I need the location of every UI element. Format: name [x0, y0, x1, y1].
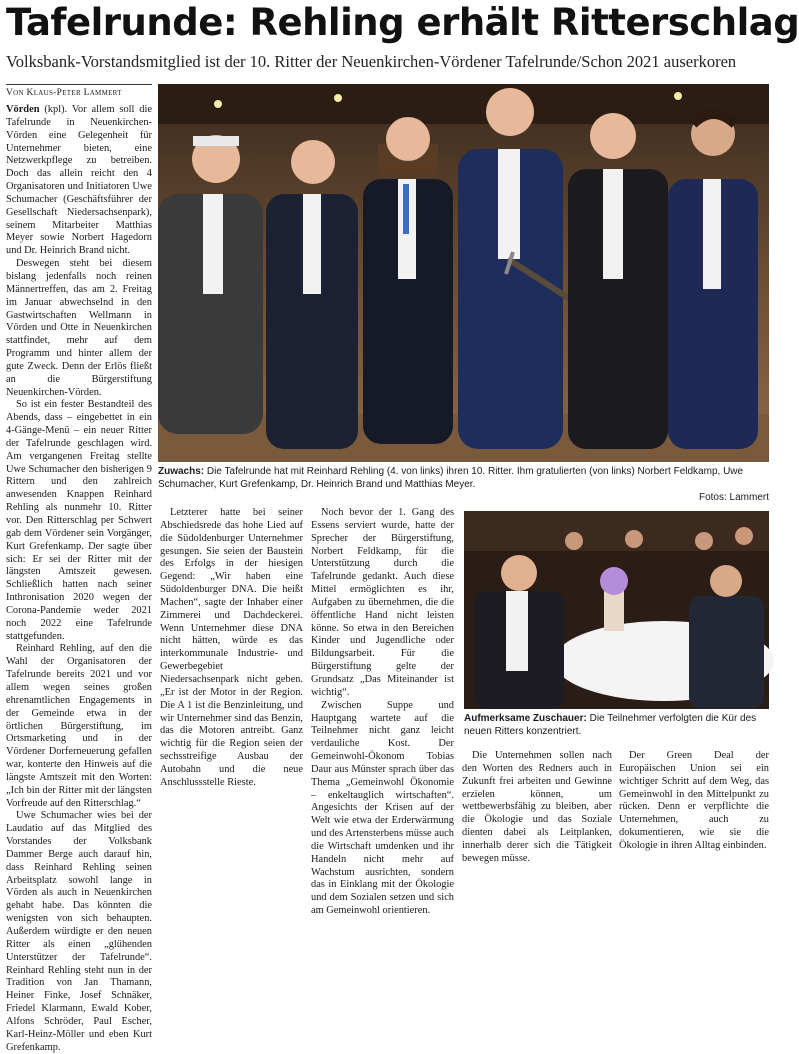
paragraph-8: Zwischen Suppe und Hauptgang wartete auf die Teilnehmer nicht ganz leicht verdauliche Kost. Der Gemeinwohl-Ökonom Tobias Daur aus Münster sprach über das Thema „Gemeinwohl Ökonomie – enkeltauglich wirtschaften“. Angesichts der Krisen auf der Welt wie etwa der Erderwärmung und des Artensterbens müsse auch die Wirtschaft umdenken und ihr Handeln nicht mehr auf Wachstum ausrichten, sondern das in Einklang mit der Ökologie und dem Sozialen setzen und sich am Gemeinwohl orientieren. [311, 699, 454, 917]
main-caption-text: Die Tafelrunde hat mit Reinhard Rehling (4. von links) ihren 10. Ritter. Ihm gratulierten (von links) Norbert Feldkamp, Uwe Schumacher, Kurt Grefenkamp, Dr. Heinrich Brand und Matthias Meyer. [158, 466, 744, 490]
article-column-1 [6, 104, 152, 1053]
main-photo-caption [158, 465, 769, 504]
paragraph-1: Vor allem soll die Tafelrunde in Neuenkirchen-Vörden eine Gelegenheit für Unternehmer bieten, eine Netzwerkpflege zu betreiben. Doch das allein reicht den 4 Organisatoren und Initiatoren Uwe Schumacher (Geschäftsführer der Gesellschaft Niedersachsenpark), seinem Mitarbeiter Matthias Meyer sowie Norbert Hagedorn und Dr. Heinrich Brand nicht. [6, 104, 152, 257]
article-column-3 [311, 507, 454, 917]
paragraph-4: Reinhard Rehling, auf den die Wahl der Organisatoren der Tafelrunde bereits 2021 und vor allem wegen seines großen ehrenamtlichen Engagements in der Gemeinde etwa in der örtlichen Bürgerstiftung, im Ortsmarketing und in der Vördener Dorferneuerung gefallen war, konterte den Hinweis auf die längste Amtszeit mit den Worten: „Ich bin der Ritter mit der längsten Vorfreude auf den Ritterschlag.“ [6, 643, 152, 809]
paragraph-6: Letzterer hatte bei seiner Abschiedsrede das hohe Lied auf die Südoldenburger Unternehmer gesungen. Sie seien der Baustein des Erfolgs in der hiesigen Gegend: „Wir haben eine Südoldenburger DNA. Die heißt Machen“, sagte der Inhaber einer Zimmerei und Dachdeckerei. Wenn Unternehmer diese DNA nicht hätten, würde es das interkommunale Industrie- und Gewerbegebiet Niedersachsenpark nicht geben. „Er ist der Motor in der Region. Die A 1 ist die Benzinleitung, und wir Unternehmer sind das Benzin, das die Motoren antreibt. Ganz wichtig für die Region seien der sechsstreifige Ausbau der Autobahn und die neue Anschlussstelle Rieste. [160, 507, 303, 788]
main-photo [158, 84, 769, 462]
dateline-tag: (kpl). [44, 104, 68, 115]
main-caption-lead: Zuwachs: [158, 466, 205, 477]
audience-illustration [464, 511, 769, 709]
paragraph-9: Die Unternehmen sollen nach den Worten des Redners auch in Zukunft frei arbeiten und Gewinne erzielen können, um wettbewerbsfähig zu bleiben, aber die Ökologie und das Soziale dienten dabei als Leitplanken, innerhalb derer sich die Tätigkeit bewegen müsse. [462, 750, 612, 864]
article-column-4 [462, 750, 612, 874]
paragraph-10: Der Green Deal der Europäischen Union sei ein wichtiger Schritt auf dem Weg, das Gemeinwohl in den Mittelpunkt zu rücken. Denn er verpflichte die Unternehmen, auch zu dokumentieren, wie sie die Ökologie in ihren Alltag einbinden. [619, 750, 769, 851]
article-subheadline: Volksbank-Vorstandsmitglied ist der 10. Ritter der Neuenkirchen-Vördener Tafelrunde/Schon 2021 auserkoren [6, 52, 737, 71]
audience-photo [464, 511, 769, 709]
audience-caption-lead: Aufmerksame Zuschauer: [464, 713, 587, 724]
article-byline: Von Klaus-Peter Lammert [6, 84, 152, 99]
dateline-place: Vörden [6, 104, 40, 115]
paragraph-7: Noch bevor der 1. Gang des Essens serviert wurde, hatte der Sprecher der Bürgerstiftung, Norbert Feldkamp, für die Unterstützung durch die Tafelrunde gedankt. Auch diese Mittel ermöglichten es ihr, Aufgaben zu übernehmen, die die öffentliche Hand nicht leisten könne. So etwa in den Bereichen Kinder und Jugendliche oder Bildungsarbeit. Für die Bürgerstiftung gelte der Grundsatz „Das Miteinander ist wichtig“. [311, 507, 454, 698]
group-photo-illustration [158, 84, 769, 462]
lead-paragraph [6, 104, 152, 258]
audience-photo-caption [464, 712, 769, 738]
paragraph-5: Uwe Schumacher wies bei der Laudatio auf das Mitglied des Vorstandes der Volksbank Dammer Berge auch darauf hin, dass Reinhard Rehling seinen Arbeitsplatz sowohl lange in Vörden als auch in Neuenkirchen gehabt habe. Das könnten die wenigsten von sich behaupten. Außerdem würdigte er den neuen Ritter als einen „glühenden Unterstützer der Tafelrunde“. Reinhard Rehling steht nun in der Tradition von Jan Thamann, Heiner Finke, Josef Schnäker, Friedel Klarmann, Ewald Kober, Alfons Schröder, Paul Escher, Karl-Heinz-Möller und eben Kurt Grefenkamp. [6, 810, 152, 1053]
paragraph-2: Deswegen steht bei diesem bislang jedenfalls noch reinen Männertreffen, das am 2. Freitag im Januar abwechselnd in den Gastwirtschaften Wellmann in Vörden und Otte in Neuenkirchen stattfindet, mehr auf dem Programm und hinter allem der gute Zweck. Denn der Erlös fließt an die Bürgerstiftung Neuenkirchen-Vörden. [6, 258, 152, 398]
photo-credit: Fotos: Lammert [698, 492, 769, 503]
audience-caption-text: Die Teilnehmer verfolgten die Kür des neuen Ritters konzentriert. [464, 713, 757, 737]
article-headline: Tafelrunde: Rehling erhält Ritterschlag [6, 1, 799, 44]
article-column-5 [619, 750, 769, 874]
paragraph-3: So ist ein fester Bestandteil des Abends, dass – eingebettet in ein 4-Gänge-Menü – ein neuer Ritter der Tafelrunde geschlagen wird. Am vergangenen Freitag stellte Uwe Schumacher den bisherigen 9 Rittern und den zahlreich anwesenden Knappen Reinhard Rehling als nunmehr 10. Ritter vor. Den Ritterschlag per Schwert gab dem Vördener sein Vorgänger, Kurt Grefenkamp. Der sagte über sich: Er sei der Ritter mit der längsten Amtszeit gewesen. Schließlich hatten nach seiner Inthronisation 2020 wegen der Corona-Pandemie weder 2021 noch 2022 eine Tafelrunde stattgefunden. [6, 399, 152, 642]
article-column-2 [160, 507, 303, 874]
